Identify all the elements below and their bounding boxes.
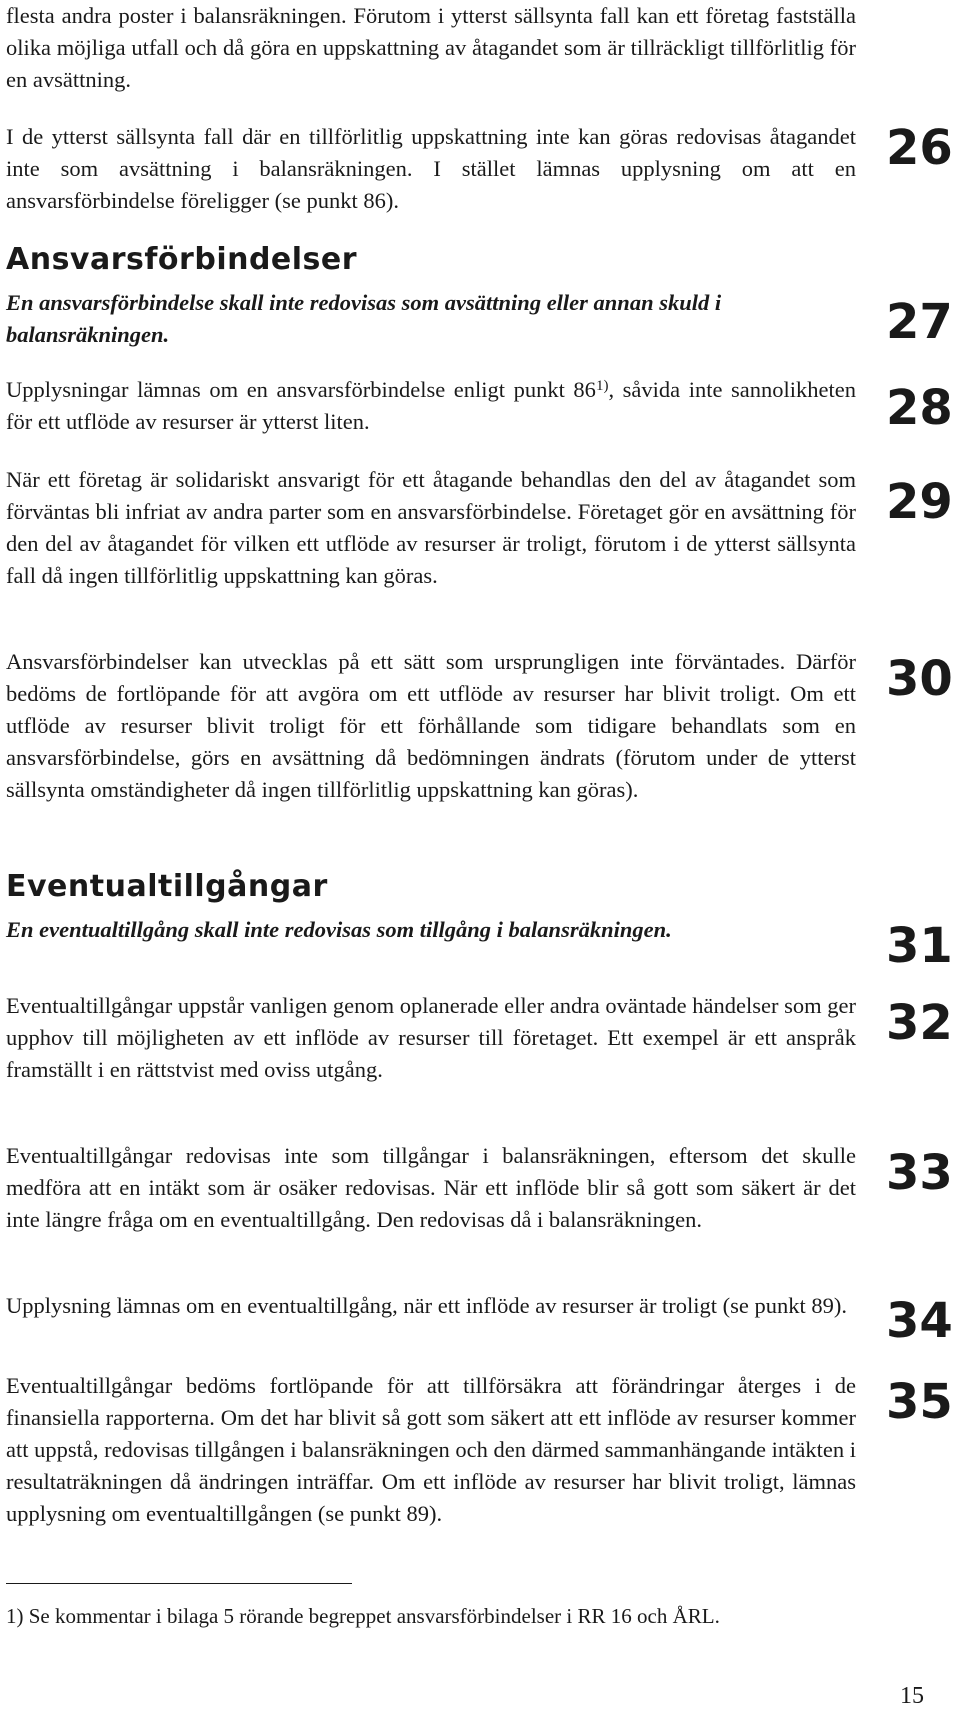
intro-paragraph: [6, 0, 856, 96]
footnote-divider: [6, 1583, 352, 1584]
paragraph-29: [6, 464, 856, 592]
paragraph-28: [6, 374, 856, 438]
paragraph-number-29: 29: [886, 474, 953, 530]
footnote-arl: ÅRL: [672, 1604, 715, 1628]
paragraph-number-31: 31: [886, 918, 953, 974]
footnote: [6, 1600, 866, 1632]
paragraph-28-text-a: Upplysningar lämnas om en ansvarsförbindelse enligt punkt 86: [6, 377, 596, 402]
paragraph-35: [6, 1370, 856, 1530]
paragraph-number-30: 30: [886, 651, 953, 707]
footnote-rr: RR: [577, 1604, 606, 1628]
paragraph-33: [6, 1140, 856, 1236]
section-heading-eventualtillgangar: Eventualtillgångar: [6, 869, 328, 904]
paragraph-number-32: 32: [886, 995, 953, 1051]
section-heading-ansvarsforbindelser: Ansvarsförbindelser: [6, 242, 358, 277]
page-number: 15: [900, 1683, 924, 1709]
paragraph-27: En ansvarsförbindelse skall inte redovisas som avsättning eller annan skuld i balansräkningen.: [6, 290, 722, 347]
footnote-text-a: Se kommentar i bilaga 5 rörande begreppet ansvarsförbindelser i: [28, 1604, 573, 1628]
paragraph-32: [6, 990, 856, 1086]
paragraph-32-text: Eventualtillgångar uppstår vanligen genom oplanerade eller andra oväntade händelser som ger upphov till möjligheten av ett inflöde av resurser till företaget. Ett exempel är ett anspråk framställt i en rättstvist med oviss utgång.: [6, 993, 856, 1082]
paragraph-28-text-b: , såvida inte sannolikheten för ett utflöde av resurser är ytterst liten.: [6, 377, 856, 434]
paragraph-34-text: Upplysning lämnas om en eventualtillgång, när ett inflöde av resurser är troligt (se punkt 89).: [6, 1293, 848, 1318]
paragraph-number-28: 28: [886, 380, 953, 436]
paragraph-33-text: Eventualtillgångar redovisas inte som tillgångar i balansräkningen, eftersom det skulle medföra att en intäkt som är osäker redovisas. När ett inflöde blir så gott som säkert är det inte längre fråga om en eventualtillgång. Den redovisas då i balansräkningen.: [6, 1143, 856, 1232]
footnote-marker: 1): [6, 1604, 24, 1628]
paragraph-30-text: Ansvarsförbindelser kan utvecklas på ett sätt som ursprungligen inte förväntades. Därför bedöms de fortlöpande för att avgöra om ett utflöde av resurser har blivit troligt. Om ett utflöde av resurser blivit troligt för ett förhållande som tidigare behandlats som en ansvarsförbindelse, görs en avsättning då bedömningen ändrats (förutom under de ytterst sällsynta omständigheter då ingen tillförlitlig uppskattning kan göras).: [6, 649, 856, 802]
paragraph-35-text: Eventualtillgångar bedöms fortlöpande för att tillförsäkra att förändringar återges i de finansiella rapporterna. Om det har blivit så gott som säkert att ett inflöde av resurser kommer att uppstå, redovisas tillgången i balansräkningen och den därmed sammanhängande intäkten i resultaträkningen då ändringen inträffar. Om ett inflöde av resurser har blivit troligt, lämnas upplysning om eventualtillgången (se punkt 89).: [6, 1373, 856, 1526]
paragraph-number-35: 35: [886, 1374, 953, 1430]
paragraph-26: [6, 121, 856, 217]
intro-text: flesta andra poster i balansräkningen. Förutom i ytterst sällsynta fall kan ett företag fastställa olika möjliga utfall och då göra en uppskattning av åtagandet som är tillräckligt tillförlitlig för en avsättning.: [6, 3, 856, 92]
paragraph-number-33: 33: [886, 1145, 953, 1201]
footnote-reference: 1): [595, 378, 609, 394]
footnote-text-b: 16 och: [610, 1604, 668, 1628]
paragraph-number-26: 26: [886, 120, 953, 176]
footnote-end: .: [714, 1604, 720, 1628]
paragraph-number-34: 34: [886, 1293, 953, 1349]
paragraph-30: [6, 646, 856, 806]
paragraph-31: En eventualtillgång skall inte redovisas som tillgång i balansräkningen.: [6, 917, 672, 942]
paragraph-29-text: När ett företag är solidariskt ansvarigt för ett åtagande behandlas den del av åtagandet som förväntas bli infriat av andra parter som en ansvarsförbindelse. Företaget gör en avsättning för den del av åtagandet för vilken ett utflöde av resurser är troligt, förutom i de ytterst sällsynta fall då ingen tillförlitlig uppskattning kan göras.: [6, 467, 856, 588]
paragraph-26-text: I de ytterst sällsynta fall där en tillförlitlig uppskattning inte kan göras redovisas åtagandet inte som avsättning i balansräkningen. I stället lämnas upplysning om att en ansvarsförbindelse föreligger (se punkt 86).: [6, 124, 856, 213]
paragraph-34: [6, 1290, 856, 1322]
paragraph-number-27: 27: [886, 294, 953, 350]
